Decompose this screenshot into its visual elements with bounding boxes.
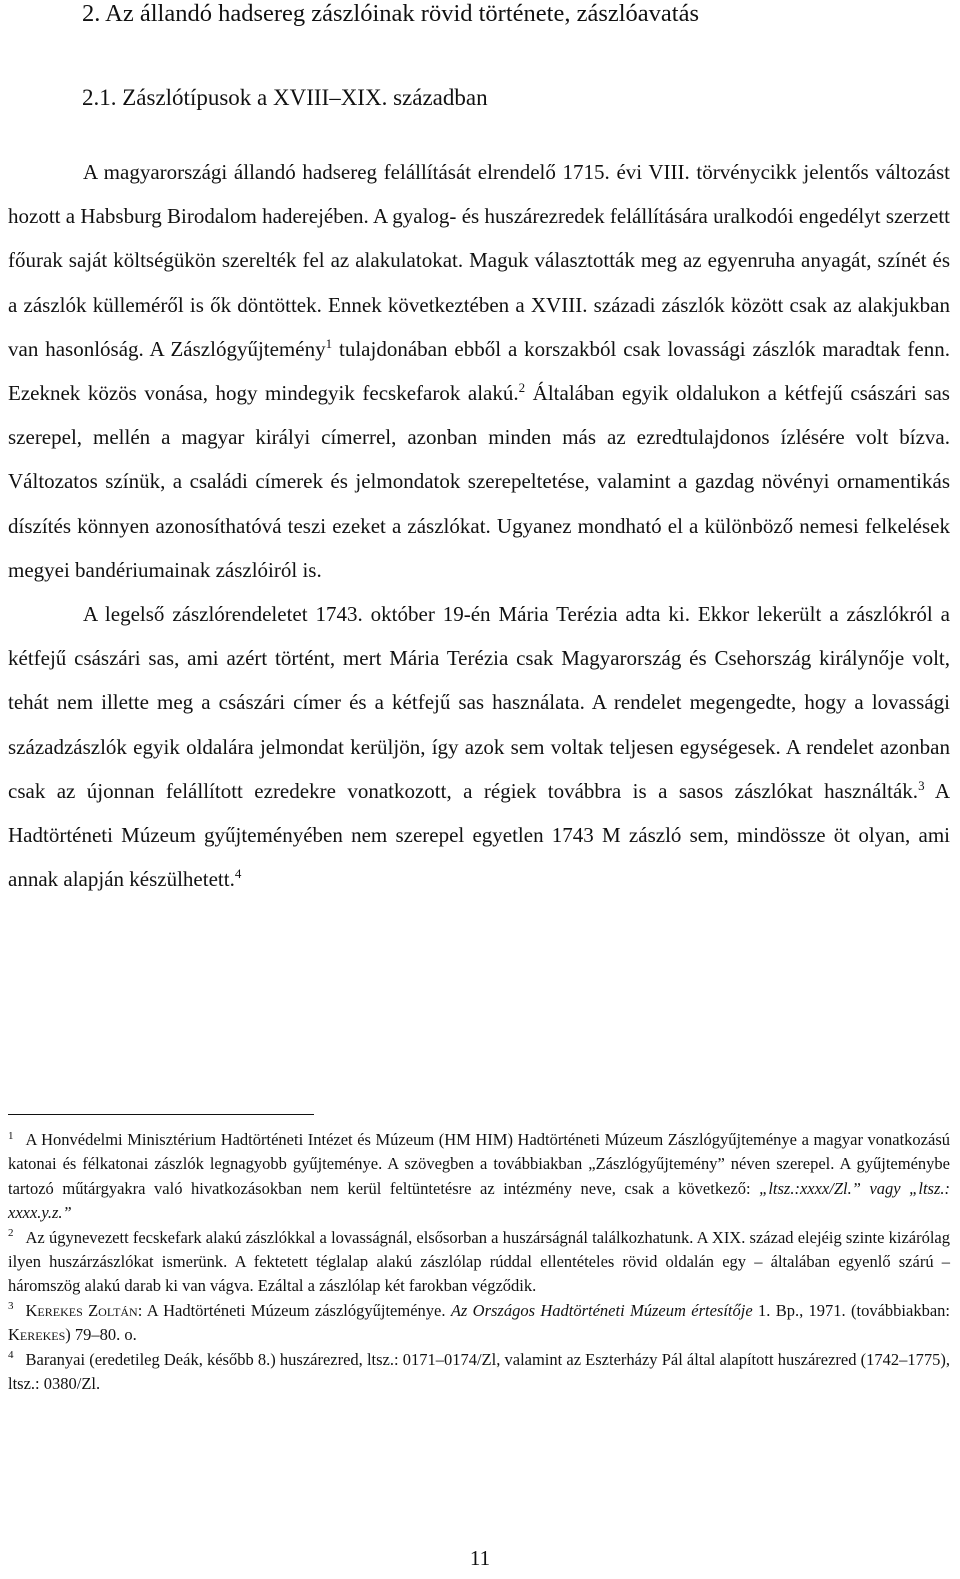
footnote-1 xyxy=(8,1128,950,1226)
paragraph-1-text-b: tulajdonában ebből a korszakból csak lovassági zászlók maradtak fenn. Ezeknek közös vonása, hogy mindegyik fecskefarok alakú. xyxy=(8,336,950,406)
footnote-2-number: 2 xyxy=(8,1227,14,1240)
footnote-3-number: 3 xyxy=(8,1300,14,1313)
footnote-3-short: Kerekes xyxy=(8,1325,66,1345)
footnote-2 xyxy=(8,1226,950,1299)
footnote-4-number: 4 xyxy=(8,1349,14,1362)
footnote-divider xyxy=(8,1114,314,1115)
footnote-4-text: Baranyai (eredetileg Deák, később 8.) huszárezred, ltsz.: 0171–0174/Zl, valamint az Eszterházy Pál által alapított huszárezred (1742–1775), ltsz.: 0380/Zl. xyxy=(8,1349,950,1394)
footnote-3-text: : A Hadtörténeti Múzeum zászlógyűjteménye. xyxy=(137,1300,451,1320)
footnote-2-text: Az úgynevezett fecskefark alakú zászlókkal a lovasságnál, elsősorban a huszárságnál találkozhatunk. A XIX. század elejéig szinte kizárólag ilyen huszárzászlókat ismerünk. A fektetett téglalap alakú zászlólap rúddal ellentételes rövid oldalán egy – általában egyenlő szárú – háromszög alakú darab ki van vágva. Ezáltal a zászlólap két farokban végződik. xyxy=(8,1227,950,1296)
paragraph-1-text-c: Általában egyik oldalukon a kétfejű császári sas szerepel, mellén a magyar királyi címerrel, azonban minden más az ezredtulajdonos ízlésére volt bízva. Változatos színük, a családi címerek és jelmondatok szerepeltetése, valamint a gazdag növényi ornamentikás díszítés könnyen azonosíthatóvá teszi ezeket a zászlókat. Ugyanez mondható el a különböző nemesi felkelések megyei bandériumainak zászlóiról is. xyxy=(8,381,950,582)
footnote-3-text-2: 1. Bp., 1971. (továbbiakban: xyxy=(752,1300,950,1320)
footnote-4 xyxy=(8,1348,950,1397)
page-number: 11 xyxy=(469,1546,491,1570)
paragraph-1 xyxy=(8,150,950,592)
footnote-1-text: A Honvédelmi Minisztérium Hadtörténeti Intézet és Múzeum (HM HIM) Hadtörténeti Múzeum Zászlógyűjteménye a magyar vonatkozású katonai és félkatonai zászlók legnagyobb gyűjteménye. A szövegben a továbbiakban „Zászlógyűjtemény” néven szerepel. A gyűjteménybe tartozó műtárgyakra való hivatkozásokban nem kerül feltüntetésre az intézmény neve, csak a következő: xyxy=(8,1130,950,1198)
footnote-3 xyxy=(8,1299,950,1348)
paragraph-2-text-a: A legelső zászlórendeletet 1743. október 19-én Mária Terézia adta ki. Ekkor lekerült a zászlókról a kétfejű császári sas, ami azért történt, mert Mária Terézia csak Magyarország és Csehország királynője volt, tehát nem illette meg a császári címer és a kétfejű sas használata. A rendelet megengedte, hogy a lovassági századzászlók egyik oldalára jelmondat kerüljön, így azok sem voltak teljesen egységesek. A rendelet azonban csak az újonnan felállított ezredekre vonatkozott, a régiek továbbra is a sasos zászlókat használták. xyxy=(8,602,950,803)
footnote-ref-2[interactable]: 2 xyxy=(518,380,526,396)
footnote-ref-3[interactable]: 3 xyxy=(918,777,925,793)
body-text xyxy=(8,150,950,901)
chapter-heading: 2. Az állandó hadsereg zászlóinak rövid története, zászlóavatás xyxy=(82,0,700,27)
footnote-ref-1[interactable]: 1 xyxy=(325,335,333,351)
footnote-1-italic: „ltsz.:xxxx/Zl.” vagy „ltsz.: xxxx.y.z.” xyxy=(8,1178,950,1223)
paragraph-2-text-b: A Hadtörténeti Múzeum gyűjteményében nem szerepel egyetlen 1743 M zászló sem, mindössze öt olyan, ami annak alapján készülhetett. xyxy=(8,778,950,892)
paragraph-1-text-a: A magyarországi állandó hadsereg felállítását elrendelő 1715. évi VIII. törvénycikk jelentős változást hozott a Habsburg Birodalom haderejében. A gyalog- és huszárezredek felállítására uralkodói engedélyt szerzett főurak saját költségükön szerelték fel az alakulatokat. Maguk választották meg az egyenruha anyagát, színét és a zászlók külleméről is ők döntöttek. Ennek következtében a XVIII. századi zászlók között csak az alakjukban van hasonlóság. A Zászlógyűjtemény xyxy=(8,160,950,361)
footnote-1-number: 1 xyxy=(8,1129,14,1142)
section-heading: 2.1. Zászlótípusok a XVIII–XIX. században xyxy=(82,85,488,110)
footnote-3-text-3: ) 79–80. o. xyxy=(65,1325,137,1345)
footnote-ref-4[interactable]: 4 xyxy=(234,866,242,882)
footnote-3-author: Kerekes Zoltán xyxy=(25,1300,138,1320)
paragraph-2 xyxy=(8,592,950,901)
footnote-3-journal: Az Országos Hadtörténeti Múzeum értesítője xyxy=(450,1300,753,1320)
footnotes xyxy=(8,1128,950,1396)
